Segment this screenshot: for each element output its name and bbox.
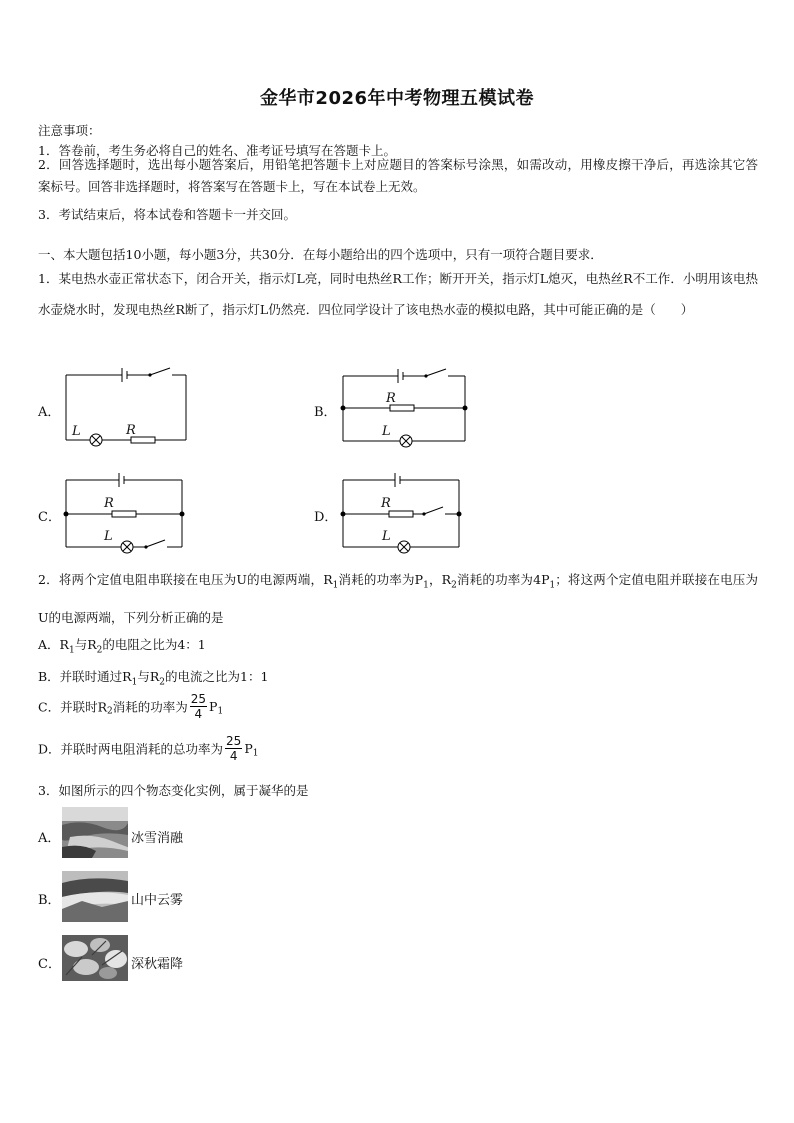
notice-item-1: 1．答卷前，考生务必将自己的姓名、准考证号填写在答题卡上。 — [38, 143, 396, 158]
question-2-stem: 2．将两个定值电阻串联接在电压为U的电源两端，$R_1$消耗的功率为$P_1$，$R_2$消耗的功率为$4P_1$；将这两个定值电阻并联接在电压为U的电源两端，下列分析正确的是 — [38, 572, 758, 625]
notice-item-3: 3．考试结束后，将本试卷和答题卡一并交回。 — [38, 207, 296, 222]
circuit-a-lamp-label: L — [72, 424, 81, 439]
q2-option-a: A．$R_1$与$R_2$的电阻之比为4：1 — [38, 637, 206, 656]
circuit-b-lamp-label: L — [382, 424, 391, 439]
question-3-stem: 3．如图所示的四个物态变化实例，属于凝华的是 — [38, 783, 309, 798]
notice-item-2: 2．回答选择题时，选出每小题答案后，用铅笔把答题卡上对应题目的答案标号涂黑，如需改动，用橡皮擦干净后，再选涂其它答案标号。回答非选择题时，将答案写在答题卡上，写在本试卷上无效。 — [38, 157, 758, 194]
q2-option-b: B．并联时通过$R_1$与$R_2$的电流之比为1：1 — [38, 669, 269, 688]
frost-leaves-photo — [62, 935, 128, 981]
q3-option-b-caption: 山中云雾 — [131, 893, 184, 908]
question-1-stem: 1．某电热水壶正常状态下，闭合开关，指示灯L亮，同时电热丝R工作；断开开关，指示灯L熄灭，电热丝R不工作．小明用该电热水壶烧水时，发现电热丝R断了，指示灯L仍然亮．四位同学设计了该电热水壶的模拟电路，其中可能正确的是（ ） — [38, 271, 758, 317]
fraction: $\frac{25}{4}$ — [226, 734, 242, 763]
circuit-c-resistor-label: R — [104, 496, 114, 511]
circuit-c-lamp-label: L — [104, 529, 113, 544]
circuit-d-lamp-label: L — [382, 529, 391, 544]
section-heading: 一、本大题包括10小题，每小题3分，共30分．在每小题给出的四个选项中，只有一项符合题目要求． — [38, 247, 603, 262]
q3-option-c-caption: 深秋霜降 — [131, 957, 184, 972]
mountain-cloud-photo — [62, 871, 128, 922]
notice-heading: 注意事项： — [38, 123, 101, 138]
q3-option-a-caption: 冰雪消融 — [131, 831, 184, 846]
q1-option-a-label: A． — [38, 405, 61, 420]
circuit-d-resistor-label: R — [381, 496, 391, 511]
q3-option-a-label: A． — [38, 831, 61, 846]
q3-option-b-label: B． — [38, 893, 61, 908]
circuit-b-resistor-label: R — [386, 391, 396, 406]
q1-option-b-label: B． — [314, 405, 337, 420]
q3-option-c-label: C． — [38, 957, 61, 972]
q1-option-d-label: D． — [314, 510, 338, 525]
q2-option-c: C．并联时$R_2$消耗的功率为 $\frac{25}{4}$ $P_1$ — [38, 692, 224, 721]
page-title: 金华市2026年中考物理五模试卷 — [259, 88, 535, 109]
circuit-a-resistor-label: R — [126, 423, 136, 438]
melting-snow-photo — [62, 807, 128, 858]
q1-option-c-label: C． — [38, 510, 61, 525]
q2-option-d: D．并联时两电阻消耗的总功率为 $\frac{25}{4}$ $P_1$ — [38, 734, 259, 763]
fraction: $\frac{25}{4}$ — [190, 692, 207, 721]
